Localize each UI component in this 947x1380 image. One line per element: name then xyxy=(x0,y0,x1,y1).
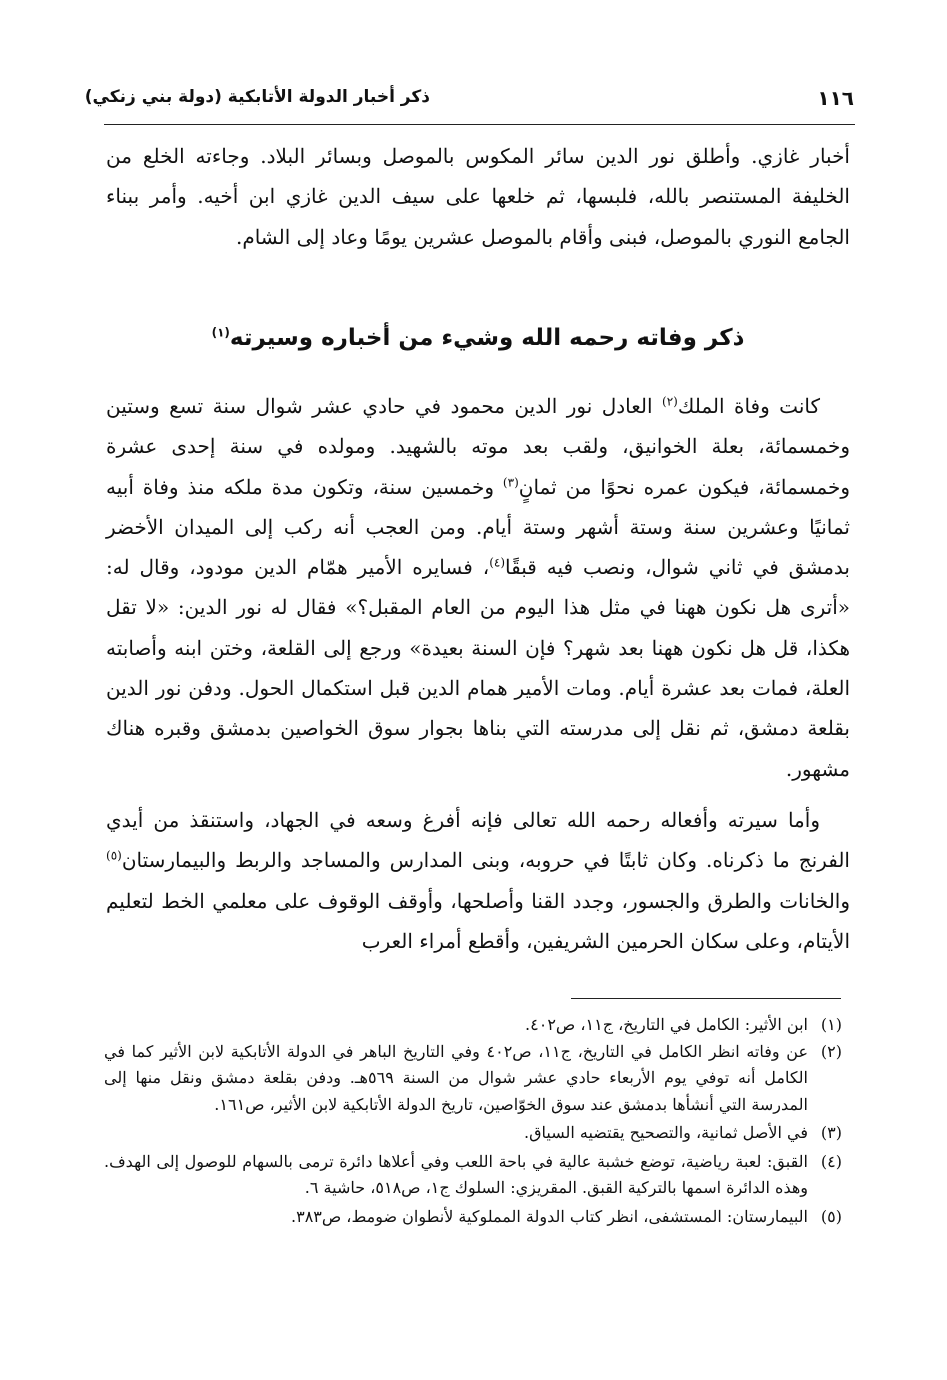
footnote-item xyxy=(104,1120,842,1147)
footnote-ref-5[interactable]: (٥) xyxy=(106,848,122,863)
footnote-text: القبق: لعبة رياضية، توضع خشبة عالية في باحة اللعب وفي أعلاها دائرة ترمى بالسهام للوصول إلى الهدف. وهذه الدائرة اسمها بالتركية القبق. المقريزي: السلوك ج١، ص٥١٨، حاشية ٦. xyxy=(104,1151,808,1197)
section-heading-text: ذكر وفاته رحمه الله وشيء من أخباره وسيرته xyxy=(229,325,745,351)
section-heading xyxy=(106,318,850,358)
header-rule xyxy=(104,124,855,125)
footnote-ref-2[interactable]: (٢) xyxy=(662,394,678,409)
paragraph-2-part-a: كانت وفاة الملك xyxy=(677,394,821,418)
footnote-number: (٤) xyxy=(820,1151,842,1171)
footnote-number: (٢) xyxy=(820,1041,842,1061)
footnote-text: عن وفاته انظر الكامل في التاريخ، ج١١، ص٤٠٢ وفي التاريخ الباهر في الدولة الأتابكية لابن الأثير كما في الكامل أنه توفي يوم الأربعاء حادي عشر شوال من السنة ٥٦٩هـ. ودفن بقلعة دمشق ونقل منها إلى المدرسة التي أنشأها بدمشق عند سوق الخوّاصين، تاريخ الدولة الأتابكية لابن الأثير، ص١٦١. xyxy=(104,1041,808,1114)
footnote-item xyxy=(104,1204,842,1231)
footnote-ref-4[interactable]: (٤) xyxy=(489,555,506,570)
footnote-number: (١) xyxy=(820,1015,842,1034)
footnote-number: (٥) xyxy=(820,1206,842,1226)
footnote-ref-3[interactable]: (٣) xyxy=(502,474,519,489)
paragraph-2-part-c: وخمسين سنة، وتكون مدة ملكه منذ وفاة أبيه ثمانيًا وعشرين سنة وستة أشهر وستة أيام. ومن العجب أنه ركب إلى الميدان الأخضر بدمشق في ثاني شوال، ونصب فيه قبقًا xyxy=(106,474,850,580)
running-header-title: ذكر أخبار الدولة الأتابكية (دولة بني زنكي) xyxy=(84,87,430,107)
footnote-separator xyxy=(571,998,841,999)
paragraph-2-part-d: ، فسايره الأمير همّام الدين مودود، وقال له: «أترى هل نكون ههنا في مثل هذا اليوم من العام المقبل؟» فقال له نور الدين: «لا تقل هكذا، قل هل نكون ههنا بعد شهر؟ فإن السنة بعيدة» ورجع إلى القلعة، وختن ابنه وأصابته العلة، فمات بعد عشرة أيام. ومات الأمير همام الدين قبل استكمال الحول. ودفن نور الدين بقلعة دمشق، ثم نقل إلى مدرسته التي بناها بجوار سوق الخواصين بدمشق وقبره هناك مشهور. xyxy=(106,555,850,781)
paragraph-3-part-b: والخانات والطرق والجسور، وجدد القنا وأصلحها، وأوقف الوقوف على معلمي الخط لتعليم الأيتام، وعلى سكان الحرمين الشريفين، وأقطع أمراء العرب xyxy=(106,888,850,953)
paragraph-3-part-a: وأما سيرته وأفعاله رحمه الله تعالى فإنه أفرغ وسعه في الجهاد، واستنقذ من أيدي الفرنج ما ذكرناه. وكان ثابتًا في حروبه، وبنى المدارس والمساجد والربط والبيمارستان xyxy=(106,808,850,873)
footnote-text: ابن الأثير: الكامل في التاريخ، ج١١، ص٤٠٢. xyxy=(525,1015,808,1034)
footnote-item xyxy=(104,1039,842,1119)
footnote-number: (٣) xyxy=(820,1123,842,1142)
paragraph-3 xyxy=(106,800,850,961)
paragraph-2-part-b: العادل نور الدين محمود في حادي عشر شوال سنة تسع وستين وخمسمائة، بعلة الخوانيق، ولقب بعد موته بالشهيد. ومولده في سنة إحدى عشرة وخمسمائة، فيكون عمره نحوًا من ثمانٍ xyxy=(106,394,850,499)
footnote-item xyxy=(104,1149,842,1202)
footnote-item xyxy=(104,1012,842,1039)
paragraph-1: أخبار غازي. وأطلق نور الدين سائر المكوس بالموصل وبسائر البلاد. وجاءته الخلع من الخليفة المستنصر بالله، فلبسها، ثم خلعها على سيف الدين غازي ابن أخيه. وأمر ببناء الجامع النوري بالموصل، فبنى وأقام بالموصل عشرين يومًا وعاد إلى الشام. xyxy=(106,144,850,249)
paragraph-2 xyxy=(106,386,850,789)
footnote-text: في الأصل ثمانية، والتصحيح يقتضيه السياق. xyxy=(524,1123,808,1142)
footnote-ref-1[interactable]: (١) xyxy=(211,325,230,340)
footnote-text: البيمارستان: المستشفى، انظر كتاب الدولة المملوكية لأنطوان ضومط، ص٣٨٣. xyxy=(291,1206,808,1226)
page-number: ١١٦ xyxy=(817,86,854,110)
footnotes xyxy=(104,1012,842,1230)
